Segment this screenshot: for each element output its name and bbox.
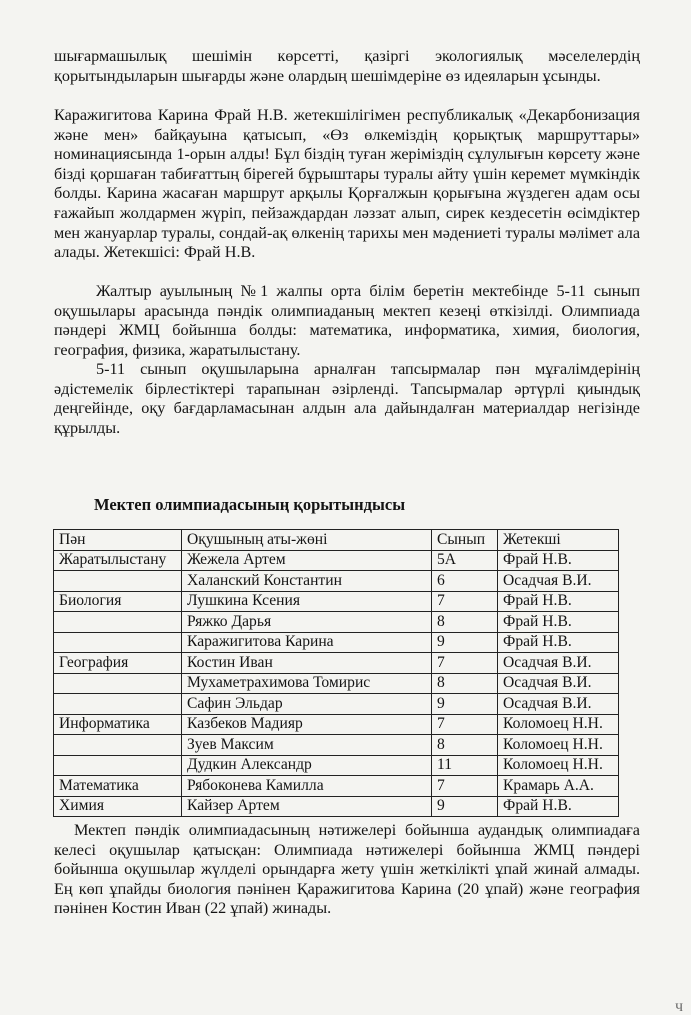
cell-student: Каражигитова Карина bbox=[182, 632, 432, 653]
cell-student: Лушкина Ксения bbox=[182, 591, 432, 612]
cell-subject: География bbox=[54, 653, 182, 674]
table-row bbox=[54, 796, 619, 817]
cell-student: Костин Иван bbox=[182, 653, 432, 674]
cell-subject bbox=[54, 673, 182, 694]
cell-grade: 5А bbox=[432, 550, 498, 571]
header-subject: Пән bbox=[54, 530, 182, 551]
paragraph-district-results: Мектеп пәндік олимпиадасының нәтижелері бойынша аудандық олимпиадаға келесі оқушылар қатысқан: Олимпиада нәтижелері бойынша ЖМЦ пәндері бойынша оқушылар жүлделі орындарға жету үшін жеткілікті ұпай жинай алмады. Ең көп ұпайды биология пәнінен Қаражигитова Карина (20 ұпай) және география пәнінен Костин Иван (22 ұпай) жинады. bbox=[54, 821, 640, 918]
cell-student: Дудкин Александр bbox=[182, 755, 432, 776]
cell-subject bbox=[54, 735, 182, 756]
cell-teacher: Фрай Н.В. bbox=[498, 632, 619, 653]
cell-student: Рябоконева Камилла bbox=[182, 776, 432, 797]
cell-student: Халанский Константин bbox=[182, 571, 432, 592]
cell-subject bbox=[54, 612, 182, 633]
paragraph-tasks-description: 5-11 сынып оқушыларына арналған тапсырмалар пән мұғалімдерінің әдістемелік бірлестіктері тарапынан әзірленді. Тапсырмалар әртүрлі қиындық деңгейінде, оқу бағдарламасынан алдын ала дайындалған материалдар негізінде құрылды. bbox=[54, 360, 640, 437]
table-row bbox=[54, 550, 619, 571]
cell-grade: 8 bbox=[432, 612, 498, 633]
header-student: Оқушының аты-жөні bbox=[182, 530, 432, 551]
cell-subject bbox=[54, 571, 182, 592]
cell-grade: 7 bbox=[432, 714, 498, 735]
cell-subject: Жаратылыстану bbox=[54, 550, 182, 571]
cell-teacher: Осадчая В.И. bbox=[498, 694, 619, 715]
cell-grade: 7 bbox=[432, 776, 498, 797]
cell-teacher: Коломоец Н.Н. bbox=[498, 735, 619, 756]
header-grade: Сынып bbox=[432, 530, 498, 551]
cell-subject: Информатика bbox=[54, 714, 182, 735]
paragraph-olympiad-overview: Жалтыр ауылының №1 жалпы орта білім беретін мектебінде 5-11 сынып оқушылары арасында пәндік олимпиаданың мектеп кезеңі өткізілді. Олимпиада пәндері ЖМЦ бойынша болды: математика, информатика, химия, биология, география, физика, жаратылыстану. bbox=[54, 282, 640, 359]
cell-grade: 9 bbox=[432, 632, 498, 653]
header-teacher: Жетекші bbox=[498, 530, 619, 551]
cell-subject bbox=[54, 755, 182, 776]
cell-teacher: Коломоец Н.Н. bbox=[498, 714, 619, 735]
table-row bbox=[54, 714, 619, 735]
cell-student: Ряжко Дарья bbox=[182, 612, 432, 633]
table-row bbox=[54, 735, 619, 756]
cell-student: Кайзер Артем bbox=[182, 796, 432, 817]
cell-teacher: Осадчая В.И. bbox=[498, 571, 619, 592]
cell-subject bbox=[54, 694, 182, 715]
cell-grade: 8 bbox=[432, 673, 498, 694]
table-row bbox=[54, 612, 619, 633]
table-header-row bbox=[54, 530, 619, 551]
cell-student: Жежела Артем bbox=[182, 550, 432, 571]
table-row bbox=[54, 694, 619, 715]
table-row bbox=[54, 591, 619, 612]
cell-teacher: Осадчая В.И. bbox=[498, 673, 619, 694]
cell-teacher: Фрай Н.В. bbox=[498, 591, 619, 612]
table-row bbox=[54, 571, 619, 592]
table-row bbox=[54, 755, 619, 776]
cell-subject: Химия bbox=[54, 796, 182, 817]
cell-grade: 7 bbox=[432, 591, 498, 612]
table-row bbox=[54, 776, 619, 797]
cell-subject: Математика bbox=[54, 776, 182, 797]
cell-grade: 11 bbox=[432, 755, 498, 776]
cell-student: Зуев Максим bbox=[182, 735, 432, 756]
cell-subject: Биология bbox=[54, 591, 182, 612]
paragraph-karina-award: Каражигитова Карина Фрай Н.В. жетекшілігімен республикалық «Декарбонизация және мен» байқауына қатысып, «Өз өлкеміздің қорықтық маршруттары» номинациясында 1-орын алды! Бұл біздің туған жеріміздің сұлулығын көрсету және бізді қоршаған табиғаттың бірегей бұрыштары туралы айту үшін керемет мүмкіндік болды. Карина жасаған маршрут арқылы Қорғалжын қорығына жүздеген адам осы ғажайып жолдармен жүріп, пейзаждардан ләззат алып, сирек кездесетін өсімдіктер мен жануарлар туралы, сондай-ақ өлкенің тарихы мен мәдениеті туралы мәлімет ала алады. Жетекшісі: Фрай Н.В. bbox=[54, 106, 641, 262]
cell-grade: 6 bbox=[432, 571, 498, 592]
cell-grade: 7 bbox=[432, 653, 498, 674]
cell-student: Сафин Эльдар bbox=[182, 694, 432, 715]
page-mark: Ч bbox=[675, 1000, 683, 1014]
cell-teacher: Осадчая В.И. bbox=[498, 653, 619, 674]
table-body bbox=[54, 550, 619, 817]
cell-student: Мухаметрахимова Томирис bbox=[182, 673, 432, 694]
cell-teacher: Фрай Н.В. bbox=[498, 550, 619, 571]
cell-grade: 8 bbox=[432, 735, 498, 756]
cell-student: Казбеков Мадияр bbox=[182, 714, 432, 735]
table-row bbox=[54, 632, 619, 653]
cell-teacher: Фрай Н.В. bbox=[498, 796, 619, 817]
table-title: Мектеп олимпиадасының қорытындысы bbox=[94, 495, 406, 514]
cell-teacher: Крамарь А.А. bbox=[498, 776, 619, 797]
paragraph-intro-continuation: шығармашылық шешімін көрсетті, қазіргі экологиялық мәселелердің қорытындыларын шығарды және олардың шешімдеріне өз идеяларын ұсынды. bbox=[54, 47, 640, 85]
table-row bbox=[54, 673, 619, 694]
results-table bbox=[53, 529, 619, 817]
cell-grade: 9 bbox=[432, 796, 498, 817]
cell-subject bbox=[54, 632, 182, 653]
cell-grade: 9 bbox=[432, 694, 498, 715]
table-row bbox=[54, 653, 619, 674]
cell-teacher: Коломоец Н.Н. bbox=[498, 755, 619, 776]
cell-teacher: Фрай Н.В. bbox=[498, 612, 619, 633]
